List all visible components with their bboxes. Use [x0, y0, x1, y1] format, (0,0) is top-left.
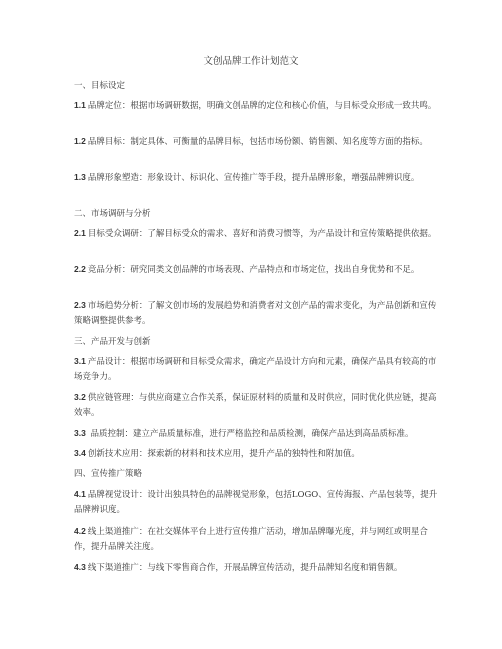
item-number: 3.3 — [74, 428, 86, 438]
paragraph — [74, 226, 440, 242]
paragraph — [74, 524, 440, 555]
document-title: 文创品牌工作计划范文 — [203, 56, 299, 67]
item-number: 2.3 — [74, 300, 86, 310]
item-number: 1.3 — [74, 172, 86, 182]
item-text: 品牌形象塑造：形象设计、标识化、宣传推广等手段，提升品牌形象，增强品牌辨识度。 — [87, 173, 420, 183]
item-text: 线上渠道推广：在社交媒体平台上进行宣传推广活动，增加品牌曝光度，并与网红或明星合作，提升品牌关注度。 — [74, 527, 428, 552]
paragraph — [74, 560, 440, 576]
paragraph — [74, 446, 440, 462]
item-text: 品牌目标：制定具体、可衡量的品牌目标，包括市场份额、销售额、知名度等方面的指标。 — [87, 137, 428, 147]
item-number: 1.2 — [74, 136, 86, 146]
item-text: 供应链管理：与供应商建立合作关系，保证原材料的质量和及时供应，同时优化供应链，提高效率。 — [74, 393, 437, 418]
paragraph — [74, 487, 440, 518]
paragraph — [74, 354, 440, 385]
item-number: 3.1 — [74, 356, 86, 366]
item-text: 创新技术应用：探索新的材料和技术应用，提升产品的独特性和附加值。 — [87, 449, 360, 459]
paragraph — [74, 262, 440, 278]
item-number: 4.3 — [74, 562, 86, 572]
section-heading: 四、宣传推广策略 — [74, 469, 143, 479]
item-number: 2.1 — [74, 228, 86, 238]
paragraph — [74, 170, 440, 186]
item-text: 竞品分析：研究同类文创品牌的市场表现、产品特点和市场定位，找出自身优势和不足。 — [87, 265, 420, 275]
item-number: 4.1 — [74, 489, 86, 499]
item-text: 品牌视觉设计：设计出独具特色的品牌视觉形象，包括LOGO、宣传海报、产品包装等，提升品牌辨识度。 — [74, 490, 438, 515]
item-number: 4.2 — [74, 526, 86, 536]
item-text: 线下渠道推广：与线下零售商合作，开展品牌宣传活动，提升品牌知名度和销售额。 — [87, 563, 403, 573]
item-number: 3.2 — [74, 392, 86, 402]
paragraph — [74, 98, 440, 114]
item-number: 2.2 — [74, 264, 86, 274]
section-heading: 二、市场调研与分析 — [74, 209, 151, 219]
paragraph — [74, 298, 440, 329]
paragraph — [74, 426, 440, 442]
item-number: 1.1 — [74, 100, 86, 110]
section-heading: 一、目标设定 — [74, 81, 126, 91]
item-text: 品牌定位：根据市场调研数据，明确文创品牌的定位和核心价值，与目标受众形成一致共鸣。 — [87, 101, 437, 111]
item-text: 品质控制：建立产品质量标准，进行严格监控和品质检测，确保产品达到高品质标准。 — [87, 429, 414, 439]
paragraph — [74, 134, 440, 150]
item-number: 3.4 — [74, 448, 86, 458]
item-text: 产品设计：根据市场调研和目标受众需求，确定产品设计方向和元素，确保产品具有较高的市场竞争力。 — [74, 357, 437, 382]
item-text: 目标受众调研：了解目标受众的需求、喜好和消费习惯等，为产品设计和宣传策略提供依据。 — [87, 229, 437, 239]
paragraph — [74, 390, 440, 421]
section-heading: 三、产品开发与创新 — [74, 337, 151, 347]
item-text: 市场趋势分析：了解文创市场的发展趋势和消费者对文创产品的需求变化，为产品创新和宣传策略调整提供参考。 — [74, 301, 437, 326]
